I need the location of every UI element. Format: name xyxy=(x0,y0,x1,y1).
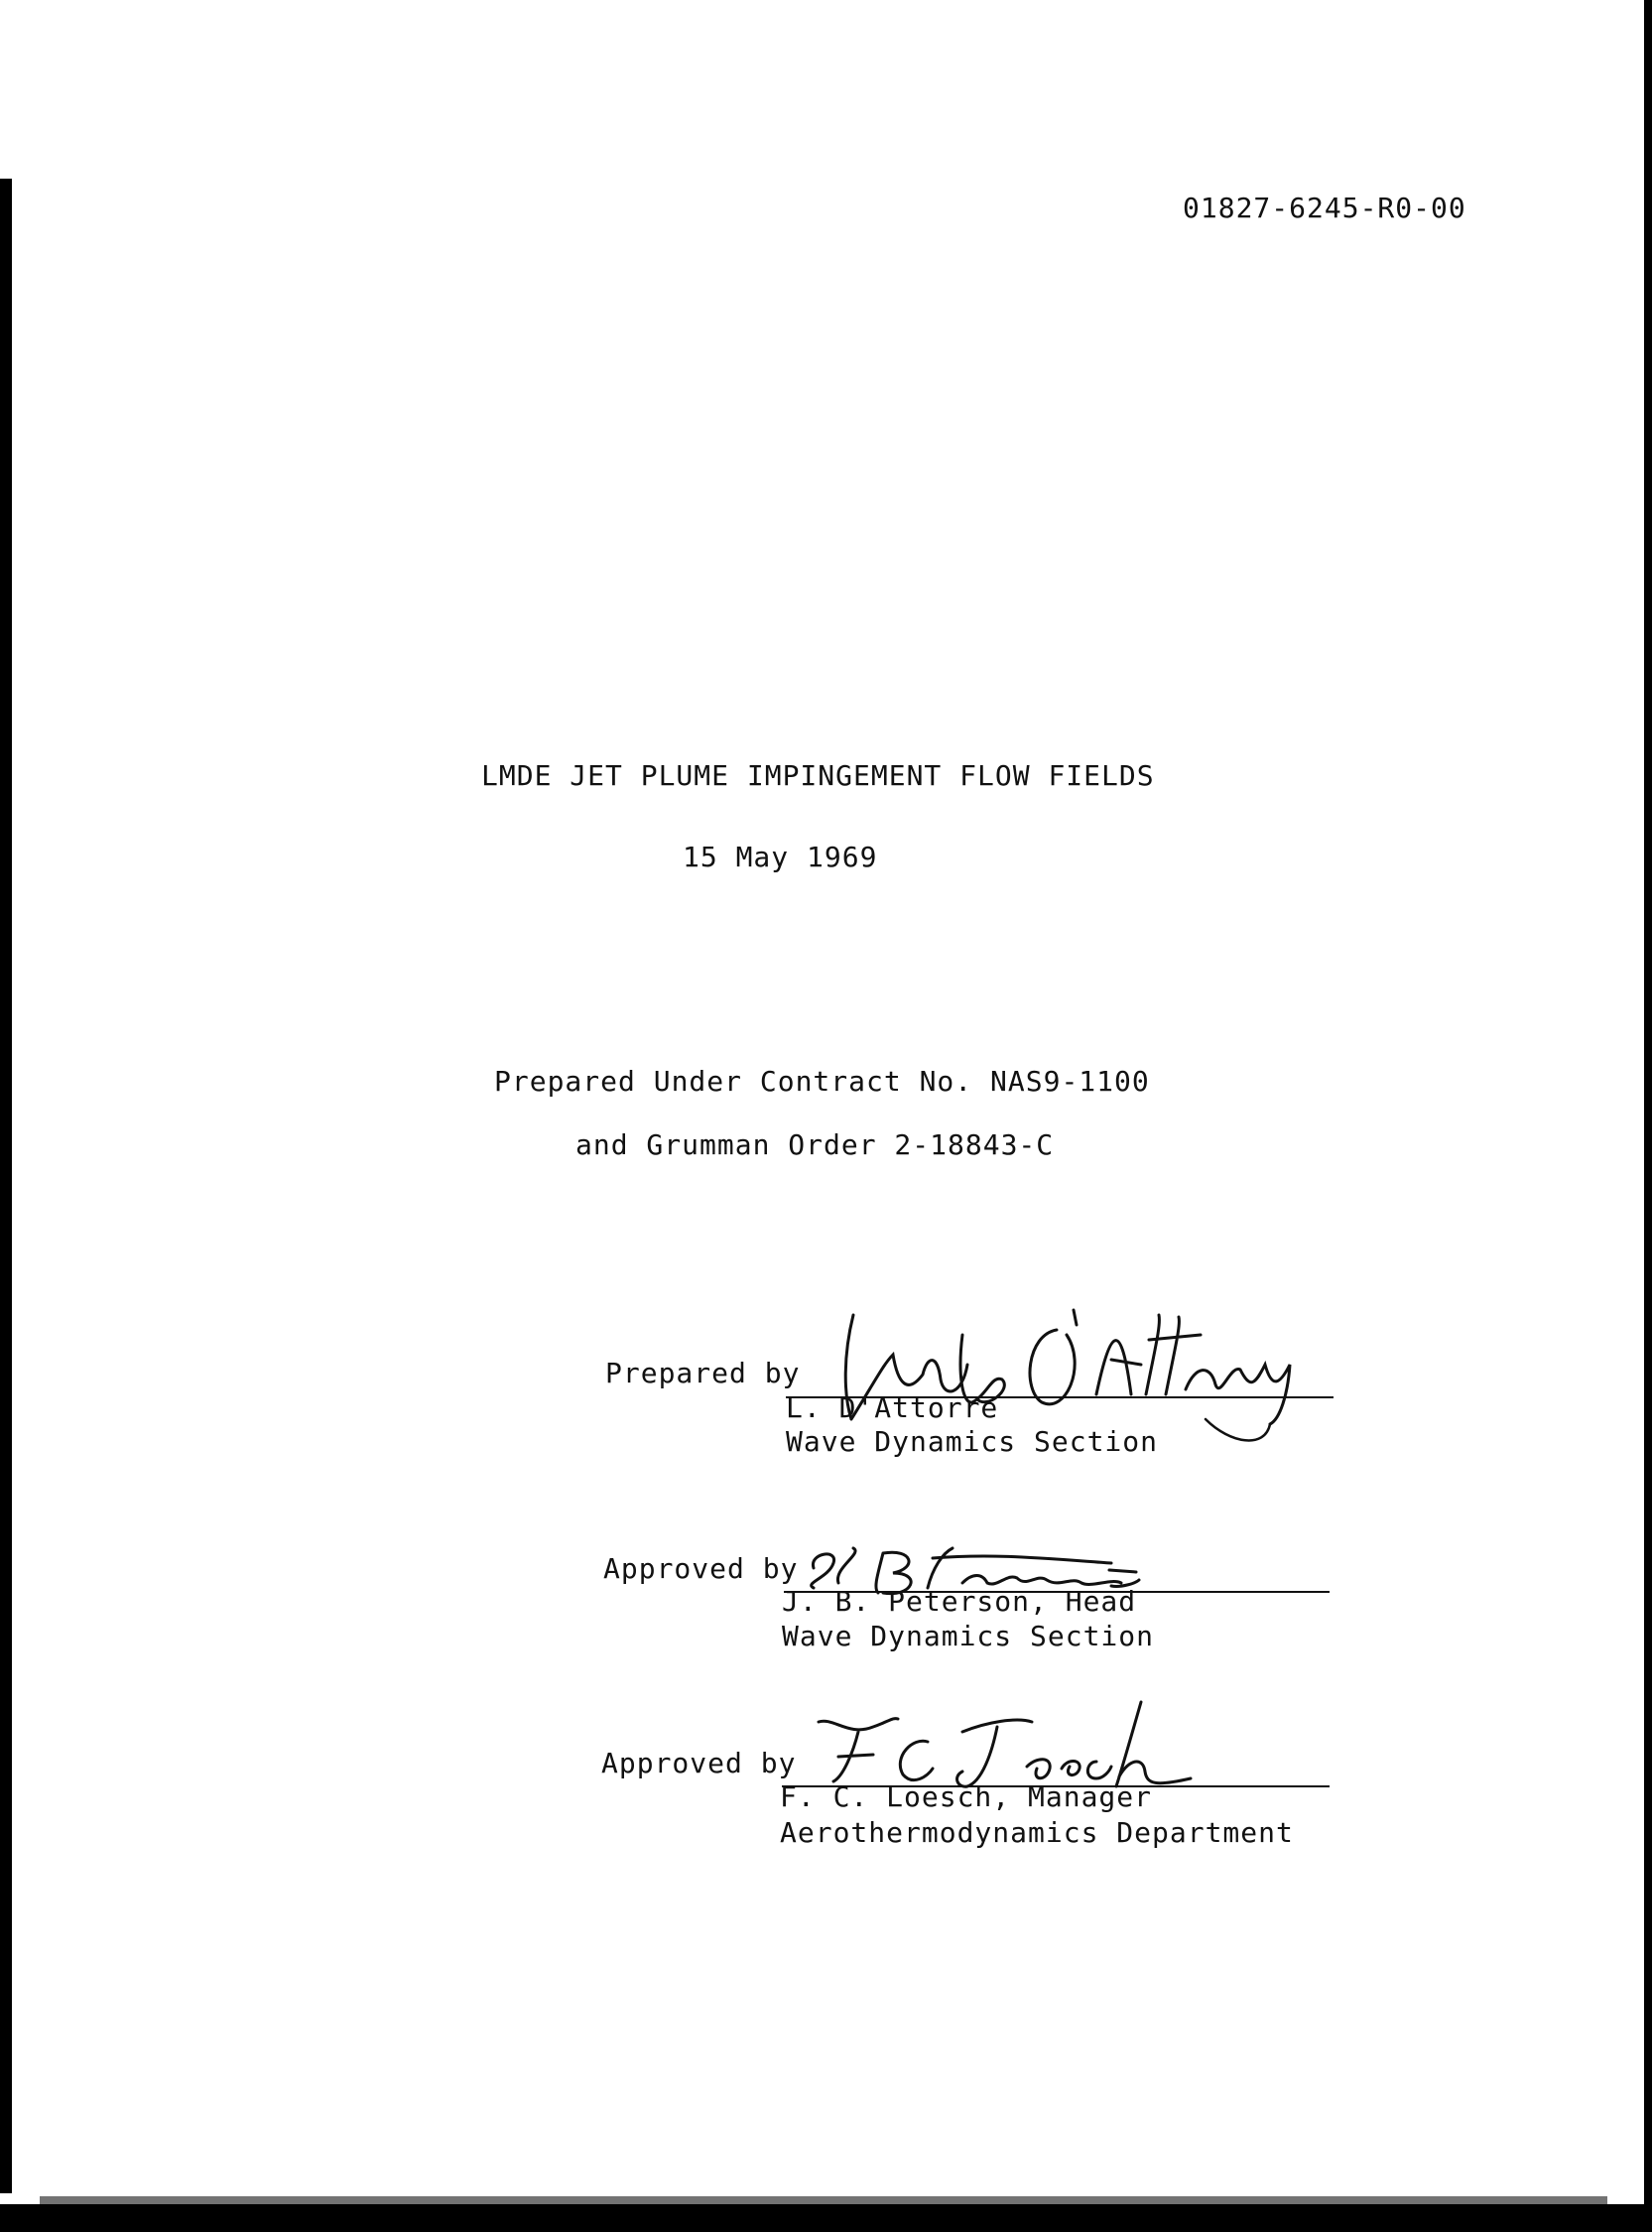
document-date: 15 May 1969 xyxy=(683,841,878,873)
scan-edge-bottom xyxy=(0,2204,1652,2232)
document-title: LMDE JET PLUME IMPINGEMENT FLOW FIELDS xyxy=(481,759,1155,792)
order-line: and Grumman Order 2-18843-C xyxy=(575,1128,1055,1161)
signature-label: Approved by xyxy=(603,1552,799,1585)
signatory-name: J. B. Peterson, Head xyxy=(782,1585,1137,1618)
signatory-title: Aerothermodynamics Department xyxy=(780,1816,1294,1849)
scan-edge-right xyxy=(1644,0,1652,2232)
signature-label: Approved by xyxy=(601,1747,797,1779)
signatory-name: F. C. Loesch, Manager xyxy=(780,1780,1153,1813)
document-number: 01827-6245-R0-00 xyxy=(1183,192,1466,224)
signatory-title: Wave Dynamics Section xyxy=(786,1425,1159,1458)
scan-edge-bottom-shadow xyxy=(40,2196,1607,2204)
contract-line: Prepared Under Contract No. NAS9-1100 xyxy=(494,1065,1150,1098)
signatory-name: L. D'Attorre xyxy=(786,1391,999,1424)
scan-edge-left xyxy=(0,179,12,2193)
signature-label: Prepared by xyxy=(605,1357,801,1389)
signatory-title: Wave Dynamics Section xyxy=(782,1620,1155,1652)
